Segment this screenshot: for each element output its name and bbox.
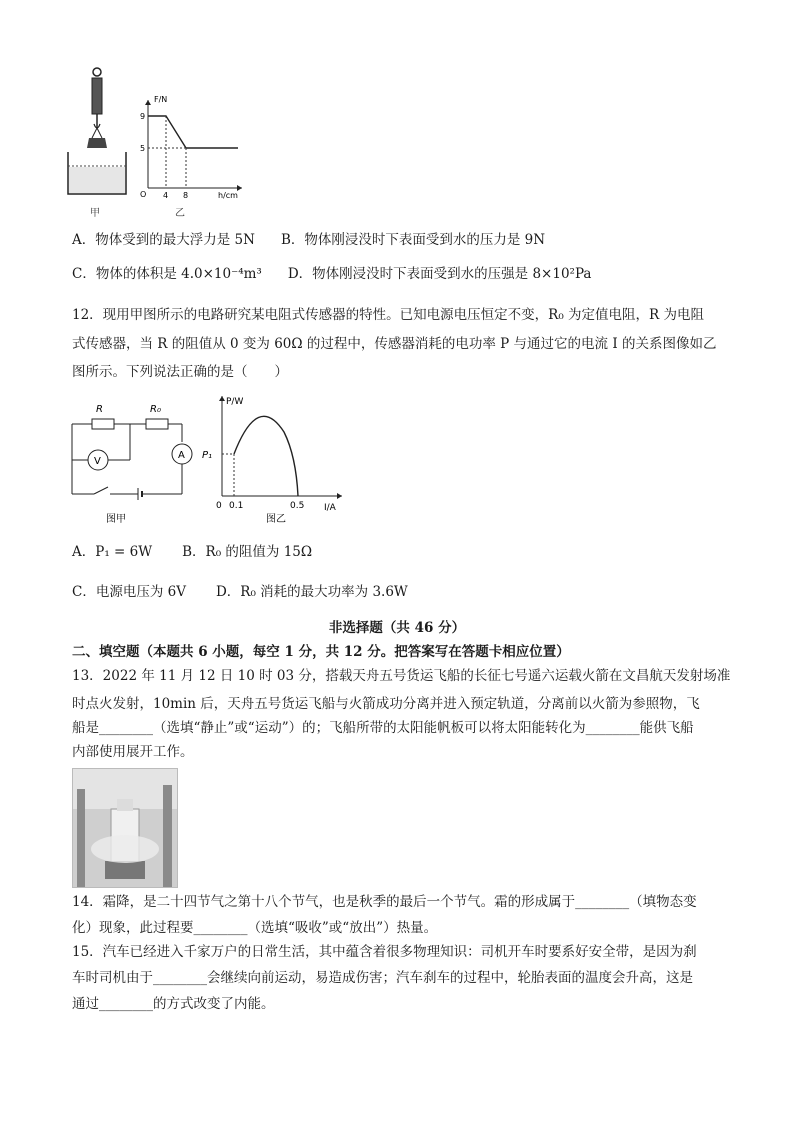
q12-graph-xtick-05: 0.5 <box>290 501 305 511</box>
q12-option-d: D．R₀ 消耗的最大功率为 3.6W <box>215 584 408 600</box>
q12-circuit-r0-label: R₀ <box>150 404 161 415</box>
q11-yi-ytick-5: 5 <box>140 144 146 153</box>
part2-title: 二、填空题（本题共 6 小题，每空 1 分，共 12 分。把答案写在答题卡相应位置） <box>72 644 570 660</box>
q12-stem-line1: 12．现用甲图所示的电路研究某电阻式传感器的特性。已知电源电压恒定不变，R₀ 为定值电阻，R 为电阻 <box>72 307 705 323</box>
q12-option-b: B．R₀ 的阻值为 15Ω <box>182 544 313 560</box>
q12-graph-x-label: I/A <box>324 503 336 513</box>
q12-stem-line2: 式传感器，当 R 的阻值从 0 变为 60Ω 的过程中，传感器消耗的电功率 P 与通过它的电流 I 的关系图像如乙 <box>72 336 717 352</box>
q12-option-a: A．P₁ = 6W <box>72 544 153 560</box>
q12-circuit-diagram <box>66 398 196 530</box>
q11-options-ab-row <box>72 230 545 250</box>
q11-figure-jia <box>62 66 132 206</box>
q11-fig-jia-caption: 甲 <box>90 208 100 219</box>
q15-line2: 车时司机由于________会继续向前运动，易造成伤害；汽车刹车的过程中，轮胎表面的温度会升高，这是 <box>72 970 693 986</box>
q12-circuit-caption: 图甲 <box>106 514 126 525</box>
q11-yi-x-axis-label: h/cm <box>218 191 238 200</box>
q12-ammeter-label: A <box>178 450 185 461</box>
q12-voltmeter-label: V <box>94 456 101 467</box>
q11-figure-yi <box>138 92 248 200</box>
q15-line1: 15．汽车已经进入千家万户的日常生活，其中蕴含着很多物理知识：司机开车时要系好安全带，是因为刹 <box>72 944 697 960</box>
q12-options-cd-row <box>72 582 408 602</box>
q11-options-cd-row <box>72 264 591 284</box>
q12-option-c: C．电源电压为 6V <box>72 584 186 600</box>
q11-yi-origin: O <box>140 190 147 199</box>
q12-options-ab-row <box>72 542 312 562</box>
q12-graph-y-label: P/W <box>226 397 244 407</box>
q12-graph-caption: 图乙 <box>266 514 286 525</box>
q15-line3: 通过________的方式改变了内能。 <box>72 996 275 1012</box>
q11-option-c: C．物体的体积是 4.0×10⁻⁴m³ <box>72 266 262 282</box>
q11-yi-y-axis-label: F/N <box>154 95 168 104</box>
q11-option-d: D．物体刚浸没时下表面受到水的压强是 8×10²Pa <box>287 266 592 282</box>
q12-circuit-r-label: R <box>96 404 103 415</box>
q12-graph-xtick-0: 0 <box>216 501 222 511</box>
q14-line1: 14．霜降，是二十四节气之第十八个节气，也是秋季的最后一个节气。霜的形成属于________（填物态变 <box>72 894 697 910</box>
q12-graph-p1-label: P₁ <box>202 450 213 461</box>
q11-option-b: B．物体刚浸没时下表面受到水的压力是 9N <box>280 232 546 248</box>
q11-yi-xtick-8: 8 <box>183 191 189 200</box>
q11-yi-ytick-9: 9 <box>140 112 146 121</box>
q12-power-current-graph <box>200 392 350 530</box>
q13-line3: 船是________（选填“静止”或“运动”）的；飞船所带的太阳能帆板可以将太阳能转化为________能供飞船 <box>72 720 694 736</box>
q13-line4: 内部使用展开工作。 <box>72 744 194 760</box>
q11-fig-yi-caption: 乙 <box>175 208 185 219</box>
q12-stem-line3: 图所示。下列说法正确的是（ ） <box>72 364 288 380</box>
q14-line2: 化）现象，此过程要________（选填“吸收”或“放出”）热量。 <box>72 920 438 936</box>
q13-line1: 13．2022 年 11 月 12 日 10 时 03 分，搭载天舟五号货运飞船的长征七号遥六运载火箭在文昌航天发射场准 <box>72 668 731 684</box>
section-title-non-choice: 非选择题（共 46 分） <box>328 620 466 636</box>
q13-line2: 时点火发射，10min 后，天舟五号货运飞船与火箭成功分离并进入预定轨道，分离前以火箭为参照物，飞 <box>72 696 700 712</box>
q12-graph-xtick-01: 0.1 <box>229 501 244 511</box>
launch-tower-image <box>73 769 177 887</box>
q11-option-a: A．物体受到的最大浮力是 5N <box>72 232 255 248</box>
q13-launch-photo <box>72 768 178 888</box>
q11-yi-xtick-4: 4 <box>163 191 169 200</box>
